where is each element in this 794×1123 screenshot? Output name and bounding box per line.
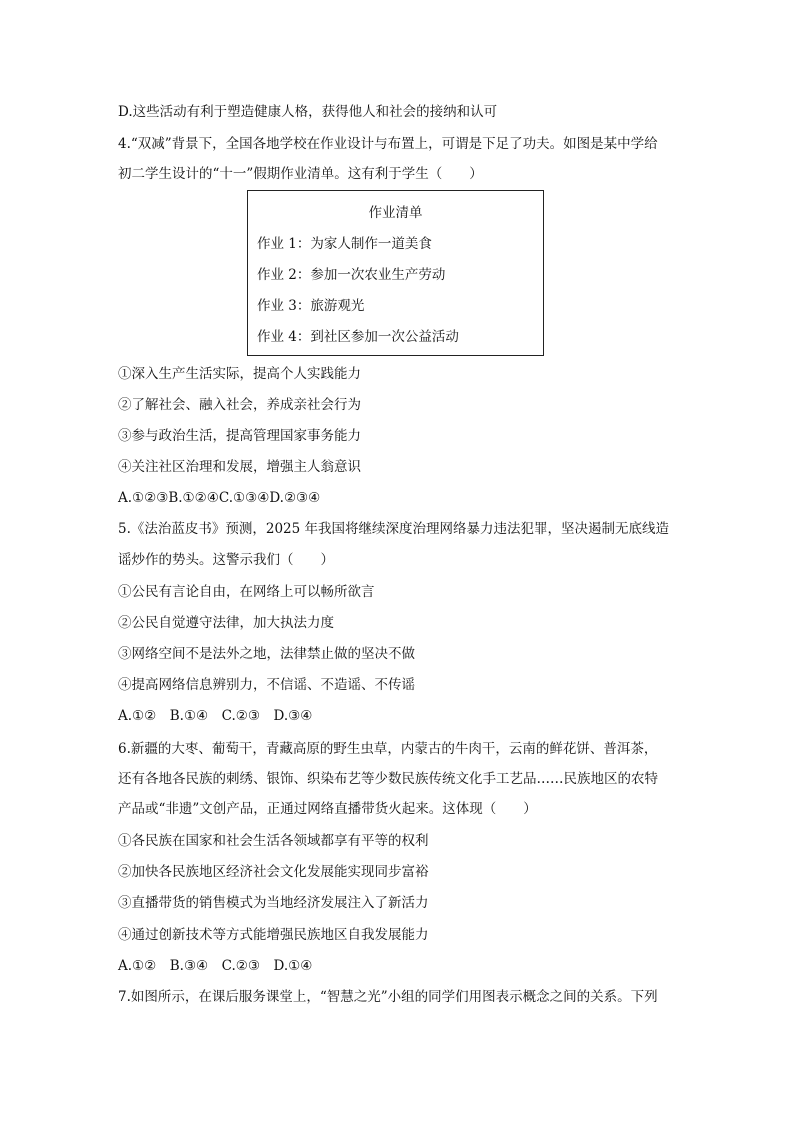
homework-item: 作业 3：旅游观光 — [257, 298, 365, 314]
homework-item: 作业 4：到社区参加一次公益活动 — [257, 329, 459, 345]
question-4-stem-line-2: 初二学生设计的“十一”假期作业清单。这有利于学生（ ） — [118, 166, 483, 182]
question-7-stem-line-1: 7.如图所示，在课后服务课堂上，“智慧之光”小组的同学们用图表示概念之间的关系。下列 — [118, 989, 658, 1005]
question-4-option-1: ①深入生产生活实际，提高个人实践能力 — [118, 366, 361, 382]
question-6-option-4: ④通过创新技术等方式能增强民族地区自我发展能力 — [118, 927, 429, 943]
question-5-option-2: ②公民自觉遵守法律，加大执法力度 — [118, 615, 334, 631]
question-5-option-3: ③网络空间不是法外之地，法律禁止做的坚决不做 — [118, 646, 415, 662]
homework-list-box — [247, 190, 544, 356]
homework-item: 作业 1：为家人制作一道美食 — [257, 236, 432, 252]
question-6-option-3: ③直播带货的销售模式为当地经济发展注入了新活力 — [118, 895, 429, 911]
homework-item: 作业 2：参加一次农业生产劳动 — [257, 267, 446, 283]
homework-list-title: 作业清单 — [368, 205, 423, 221]
question-6-stem-line-1: 6.新疆的大枣、葡萄干，青藏高原的野生虫草，内蒙古的牛肉干，云南的鲜花饼、普洱茶， — [118, 741, 658, 757]
question-5-stem-line-2: 谣炒作的势头。这警示我们（ ） — [118, 552, 334, 568]
question-6-option-2: ②加快各民族地区经济社会文化发展能实现同步富裕 — [118, 864, 429, 880]
question-5-answers: A.①② B.①④ C.②③ D.③④ — [118, 708, 313, 724]
question-4-stem-line-1: 4.“双减”背景下，全国各地学校在作业设计与布置上，可谓是下足了功夫。如图是某中学给 — [118, 136, 658, 152]
question-6-stem-line-3: 产品或“非遗”文创产品，正通过网络直播带货火起来。这体现（ ） — [118, 801, 537, 817]
question-4-option-3: ③参与政治生活，提高管理国家事务能力 — [118, 428, 361, 444]
question-5-option-4: ④提高网络信息辨别力，不信谣、不造谣、不传谣 — [118, 677, 415, 693]
question-6-answers: A.①② B.③④ C.②③ D.①④ — [118, 958, 313, 974]
question-5-stem-line-1: 5.《法治蓝皮书》预测，2025 年我国将继续深度治理网络暴力违法犯罪，坚决遏制无底线造 — [118, 521, 670, 537]
question-6-stem-line-2: 还有各地各民族的刺绣、银饰、织染布艺等少数民族传统文化手工艺品……民族地区的农特 — [118, 771, 658, 787]
question-5-option-1: ①公民有言论自由，在网络上可以畅所欲言 — [118, 584, 375, 600]
question-4-answers: A.①②③B.①②④C.①③④D.②③④ — [118, 490, 321, 506]
option-d-text: D.这些活动有利于塑造健康人格，获得他人和社会的接纳和认可 — [118, 104, 498, 120]
question-4-option-4: ④关注社区治理和发展，增强主人翁意识 — [118, 459, 361, 475]
question-6-option-1: ①各民族在国家和社会生活各领域都享有平等的权利 — [118, 833, 429, 849]
question-4-option-2: ②了解社会、融入社会，养成亲社会行为 — [118, 397, 361, 413]
